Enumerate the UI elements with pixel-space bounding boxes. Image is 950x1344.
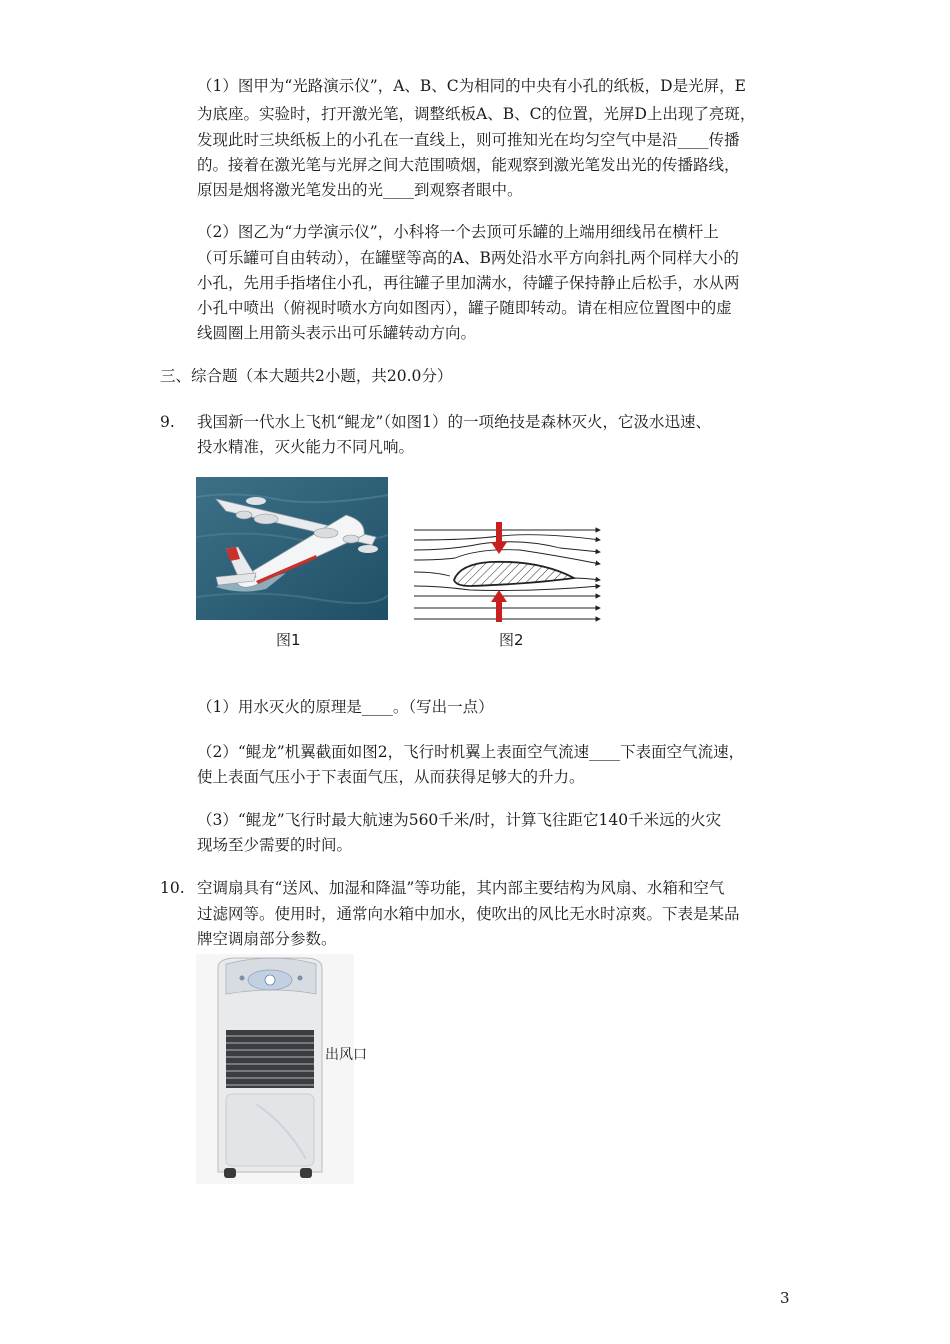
q9-line-2: 投水精准，灭火能力不同凡响。 [197,438,415,456]
q9-number: 9. [160,413,175,431]
figure-2-caption: 图2 [499,631,524,649]
part2-line-3: 小孔，先用手指堵住小孔，再往罐子里加满水，待罐子保持静止后松手，水从两 [197,274,740,292]
part1-line-3: 发现此时三块纸板上的小孔在一直线上，则可推知光在均匀空气中是沿____传播 [197,131,740,149]
part2-line-4: 小孔中喷出（俯视时喷水方向如图丙），罐子随即转动。请在相应位置图中的虚 [197,299,732,317]
figure-1-caption: 图1 [276,631,301,649]
air-outlet-label: 出风口 [325,1047,367,1063]
q9-sub2-line-1: （2）“鲲龙”机翼截面如图2，飞行时机翼上表面空气流速____下表面空气流速， [197,743,745,761]
q10-number: 10. [160,879,185,897]
part1-line-2: 为底座。实验时，打开激光笔，调整纸板A、B、C的位置，光屏D上出现了亮斑， [197,105,756,123]
part1-line-5: 原因是烟将激光笔发出的光____到观察者眼中。 [197,181,523,199]
q10-line-3: 牌空调扇部分参数。 [197,930,337,948]
part2-line-2: （可乐罐可自由转动），在罐壁等高的A、B两处沿水平方向斜扎两个同样大小的 [197,249,739,267]
q9-sub2-line-2: 使上表面气压小于下表面气压，从而获得足够大的升力。 [197,768,585,786]
part2-line-5: 线圆圈上用箭头表示出可乐罐转动方向。 [197,324,477,342]
part1-line-4: 的。接着在激光笔与光屏之间大范围喷烟，能观察到激光笔发出光的传播路线， [197,156,740,174]
q10-line-1: 空调扇具有“送风、加湿和降温”等功能，其内部主要结构为风扇、水箱和空气 [197,879,725,897]
air-cooler-photo [196,954,354,1184]
page-number: 3 [780,1289,790,1307]
seaplane-photo [196,477,388,620]
q9-sub1: （1）用水灭火的原理是____。（写出一点） [197,698,494,716]
q9-line-1: 我国新一代水上飞机“鲲龙”（如图1）的一项绝技是森林灭火，它汲水迅速、 [197,413,711,431]
part1-line-1: （1）图甲为“光路演示仪”，A、B、C为相同的中央有小孔的纸板，D是光屏，E [197,77,746,95]
airfoil-diagram [410,520,608,624]
q9-sub3-line-2: 现场至少需要的时间。 [197,836,353,854]
section-title: 三、综合题（本大题共2小题，共20.0分） [160,367,453,385]
q9-sub3-line-1: （3）“鲲龙”飞行时最大航速为560千米/时，计算飞往距它140千米远的火灾 [197,811,722,829]
q10-line-2: 过滤网等。使用时，通常向水箱中加水，使吹出的风比无水时凉爽。下表是某品 [197,905,740,923]
part2-line-1: （2）图乙为“力学演示仪”，小科将一个去顶可乐罐的上端用细线吊在横杆上 [197,223,719,241]
